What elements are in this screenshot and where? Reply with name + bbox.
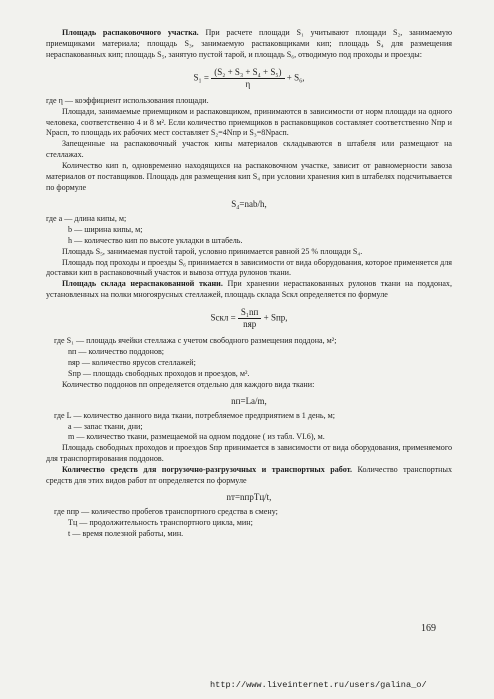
formula-np: nп=La/m,: [231, 395, 267, 406]
definition-line: b — ширина кипы, м;: [68, 224, 143, 234]
paragraph-3: Запещенные на распаковочный участок кипы материалов складываются в штабеля или размещают на стеллажах.: [46, 139, 452, 160]
paragraph-2: Площади, занимаемые приемщиком и распаковщиком, принимаются в зависимости от норм площади на одного человека, соответственно 4 и 8 м². Если количество приемщиков в распаковщиков составляет соответственно Nпр и Nрасп, то площадь их рабочих мест составляет S₂=4Nпр и S₃=8Nрасп.: [46, 106, 452, 138]
paragraph-6: Площадь под проходы и проезды S₆ принимается в зависимости от вида оборудования, которое применяется для доставки кип в распаковочный участок и вывоза оттуда рулонов ткани.: [46, 257, 452, 278]
definition-line: nп — количество поддонов;: [68, 347, 165, 357]
heading-unpacking-area: Площадь распаковочного участка.: [62, 28, 199, 37]
definition-line: где nпр — количество пробегов транспортного средства в смену;: [54, 507, 278, 516]
formula-sskl: Sскл = $\frac{\text{S₁nп}}{\text{nяр}}$ + Sпр,: [210, 307, 288, 330]
definition-line: где S₁ — площадь ячейки стеллажа с учетом свободного размещения поддона, м²;: [54, 336, 337, 346]
definition-line: a — запас ткани, дни;: [68, 421, 143, 431]
formula-s4: S₄=nab/h,: [231, 198, 267, 209]
definition-line: h — количество кип по высоте укладки в штабель.: [68, 235, 243, 245]
definition-line: nяр — количество ярусов стеллажей;: [68, 357, 196, 367]
paragraph-7: Площадь склада нераспакованной ткани. При хранении нераспакованных рулонов ткани на поддонах, установленных на полки многоярусных стеллажей, площадь склада Sскл определяется по формуле: [46, 279, 452, 300]
paragraph-4: Количество кип n, одновременно находящихся на распаковочном участке, зависит от равномерности завоза материалов от поставщиков. Площадь для размещения кип S₄ при условии хранения кип в штабелях подсчитывается по формуле: [46, 161, 452, 192]
definition-line: m — количество ткани, размещаемой на одном поддоне ( из табл. VI.6), м.: [68, 432, 325, 442]
paragraph-9: Площадь свободных проходов и проездов Sпр принимается в зависимости от вида оборудования, применяемого для транспортирования поддонов.: [46, 443, 452, 464]
heading-transport: Количество средств для погрузочно-разгрузочных и транспортных работ.: [62, 465, 353, 475]
definition-line: t — время полезной работы, мин.: [68, 528, 184, 538]
paragraph-1: Площадь распаковочного участка. При расчете площади S₁ учитывают площади S₂, занимаемую приемщиками материала; площадь S₃, занимаемую распаковщиками кип; площадь S₄ для размещения нераспакованных кип; площадь S₅, занятую пустой тарой, и площадь S₆, отводимую под проходы и проезды:: [46, 28, 452, 59]
document-body: [46, 28, 452, 540]
formula-nt: nт=nпрTц/t,: [226, 492, 272, 502]
paragraph-5: Площадь S₅, занимаемая пустой тарой, условно принимается равной 25 % площади S₄.: [62, 246, 363, 256]
heading-warehouse-area: Площадь склада нераспакованной ткани.: [62, 279, 223, 289]
footer-url: http://www.liveinternet.ru/users/galina_o/: [210, 680, 427, 690]
definition-line: где a — длина кипы, м;: [46, 213, 127, 223]
page-number: 169: [421, 623, 436, 634]
paragraph-10: Количество средств для погрузочно-разгрузочных и транспортных работ. Количество транспортных средств для этих видов работ nт определяется по формуле: [46, 465, 452, 486]
paragraph-8: Количество поддонов nп определяется отдельно для каждого вида ткани:: [62, 379, 315, 389]
definition-line: Tц — продолжительность транспортного цикла, мин;: [68, 517, 253, 527]
formula-s1: S₁ = $\frac{\text{(S₂ + S₃ + S₄ + S₅)}}{\eta}$ + S₆,: [193, 66, 305, 89]
definition-eta: где η — коэффициент использования площади.: [46, 95, 209, 105]
definition-line: Sпр — площадь свободных проходов и проездов, м².: [68, 368, 250, 378]
definition-line: где L — количество данного вида ткани, потребляемое предприятием в 1 день, м;: [54, 410, 336, 420]
